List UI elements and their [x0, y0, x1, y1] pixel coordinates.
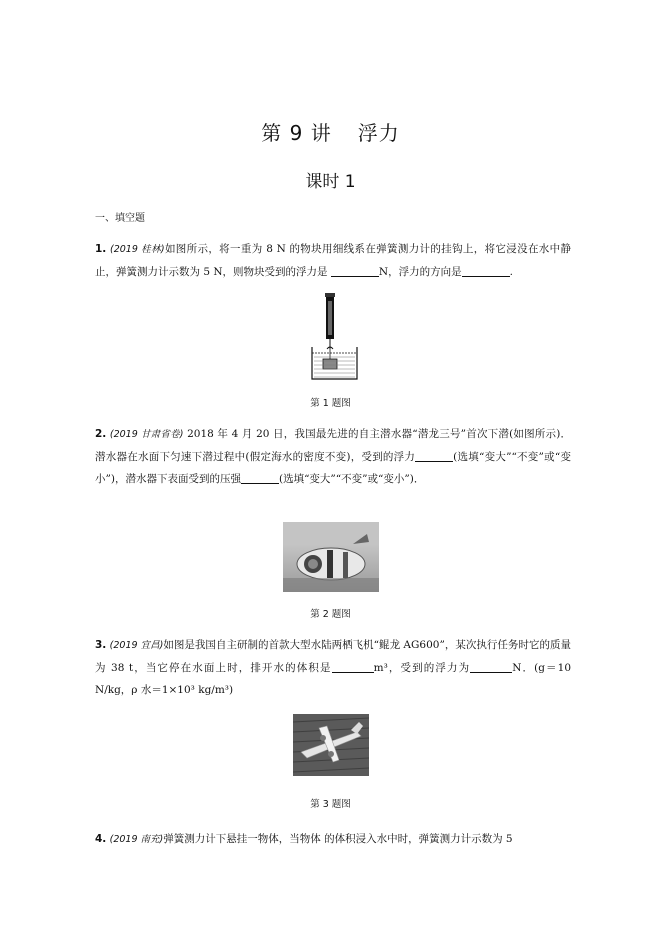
question-text: 如图所示，将一重为 8 N 的物块用细线系在弹簧测力计的挂钩上，将它浸没在水中静止，弹簧测力计示数为 5 N，则物块受到的浮力是: [95, 243, 571, 278]
amphibious-aircraft-photo: [293, 714, 369, 776]
figure-caption: 第 1 题图: [310, 398, 351, 409]
question-number: 3.: [95, 639, 107, 651]
question-4: [95, 828, 571, 851]
question-text: N，浮力的方向是: [378, 266, 462, 278]
answer-blank[interactable]: [462, 264, 510, 277]
question-number: 4.: [95, 833, 107, 845]
question-text: 弹簧测力计下悬挂一物体，当物体 的体积浸入水中时，弹簧测力计示数为 5: [163, 833, 513, 845]
submersible-photo: [283, 522, 379, 592]
question-source: (2019 甘肃省卷): [109, 429, 184, 440]
question-text: 如图是我国自主研制的首款大型水陆两栖飞机“鲲龙 AG600”，某次执行任务时它的质量为 38 t，当它停在水面上时，排开水的体积是: [95, 639, 572, 674]
figure-caption: 第 2 题图: [310, 609, 351, 620]
question-text: 2018 年 4 月 20 日，我国最先进的自主潜水器“潜龙三号”首次下潜(如图所示)．潜水器在水面下匀速下潜过程中(假定海水的密度不变)，受到的浮力: [95, 428, 572, 463]
answer-blank[interactable]: [332, 660, 374, 673]
question-3: [95, 634, 571, 701]
question-text: ，受到的浮力为: [387, 662, 471, 674]
answer-blank[interactable]: [415, 449, 453, 462]
question-source: (2019 宜昌): [109, 640, 164, 651]
question-number: 1.: [95, 243, 107, 255]
question-2: [95, 423, 571, 490]
lecture-number: 第 9 讲: [261, 121, 332, 145]
question-1: [95, 238, 571, 283]
answer-blank[interactable]: [331, 264, 379, 277]
question-text: .: [509, 266, 513, 278]
section-heading: 一、填空题: [95, 213, 145, 224]
figure-caption: 第 3 题图: [310, 799, 351, 810]
unit: m³: [373, 662, 388, 674]
lesson-subtitle: 课时 1: [305, 172, 356, 192]
question-text: N．(g＝10 N/kg，ρ 水＝1×10³ kg/m³): [95, 662, 572, 696]
answer-blank[interactable]: [241, 471, 279, 484]
spring-scale-figure: [307, 293, 367, 385]
question-source: (2019 南充): [109, 834, 164, 845]
question-text: (选填“变大”“不变”或“变小”)，潜水器下表面受到的压强: [95, 451, 571, 485]
question-source: (2019 桂林): [109, 244, 165, 255]
lecture-topic: 浮力: [357, 121, 400, 145]
page-title: [0, 117, 661, 146]
question-number: 2.: [95, 428, 107, 440]
question-text: (选填“变大”“不变”或“变小”)．: [278, 473, 425, 485]
answer-blank[interactable]: [470, 660, 512, 673]
